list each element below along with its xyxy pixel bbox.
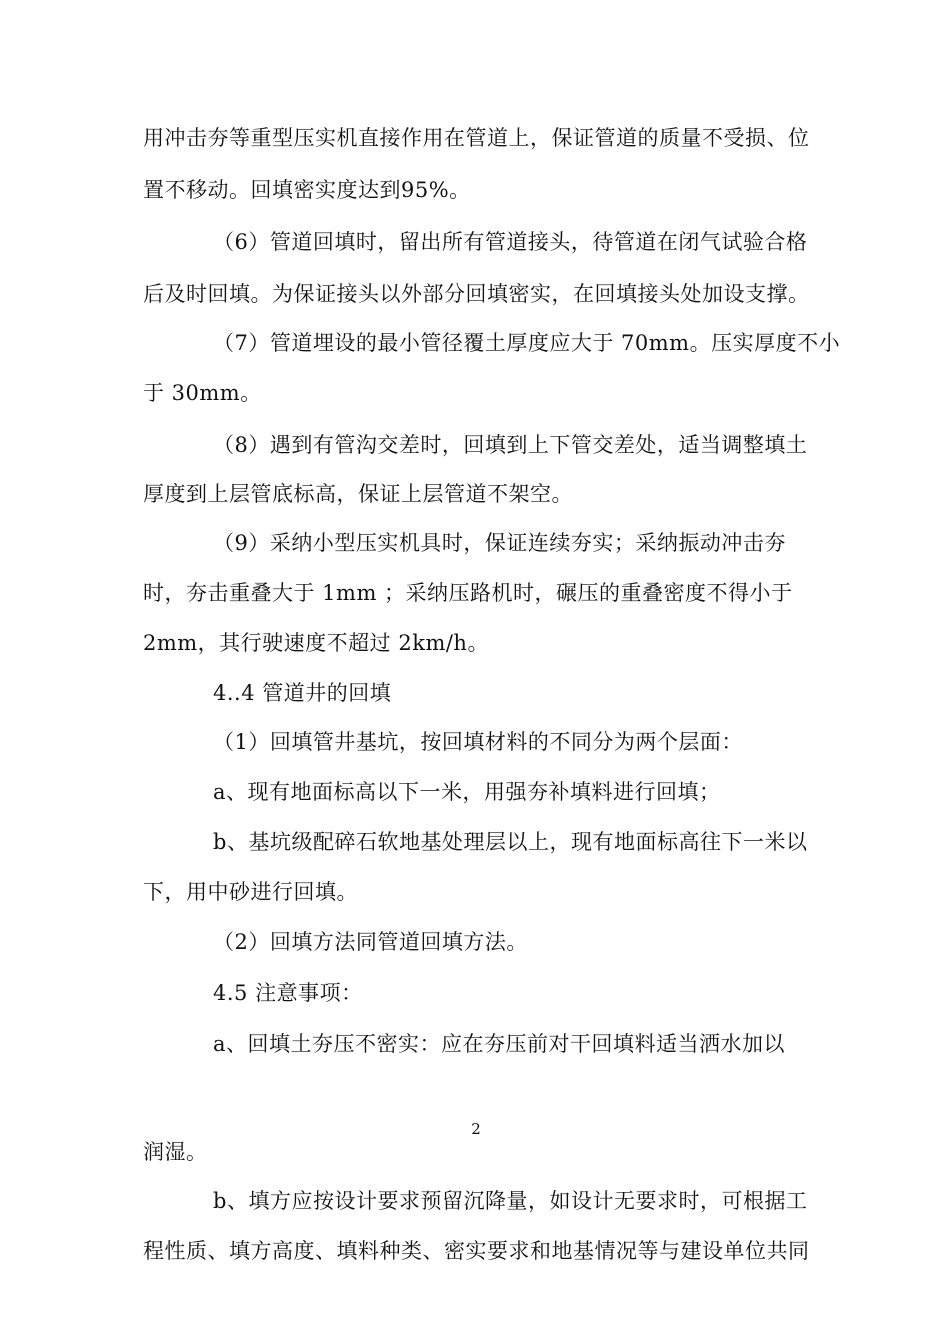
section-heading: 4.5 注意事项：	[213, 981, 363, 1005]
paragraph-line: b、填方应按设计要求预留沉降量，如设计无要求时，可根据工	[213, 1189, 808, 1213]
paragraph-line: 用冲击夯等重型压实机直接作用在管道上，保证管道的质量不受损、位	[143, 126, 810, 150]
page-number: 2	[471, 1120, 481, 1138]
paragraph-line: 时，夯击重叠大于 1mm ；采纳压路机时，碾压的重叠密度不得小于	[143, 581, 793, 605]
paragraph-line: （8）遇到有管沟交差时，回填到上下管交差处，适当调整填土	[213, 433, 808, 457]
paragraph-line: （2）回填方法同管道回填方法。	[213, 930, 528, 954]
paragraph-line: 润湿。	[143, 1140, 208, 1164]
paragraph-line: （1）回填管井基坑，按回填材料的不同分为两个层面：	[213, 730, 743, 754]
paragraph-line: 后及时回填。为保证接头以外部分回填密实，在回填接头处加设支撑。	[143, 282, 810, 306]
paragraph-line: （6）管道回填时，留出所有管道接头，待管道在闭气试验合格	[213, 230, 808, 254]
paragraph-line: 于 30mm。	[143, 381, 262, 405]
paragraph-line: 程性质、填方高度、填料种类、密实要求和地基情况等与建设单位共同	[143, 1239, 810, 1263]
section-heading: 4..4 管道井的回填	[213, 681, 392, 705]
paragraph-line: a、现有地面标高以下一米，用强夯补填料进行回填；	[213, 780, 721, 804]
paragraph-line: 下，用中砂进行回填。	[143, 880, 358, 904]
paragraph-line: 置不移动。回填密实度达到95%。	[143, 178, 471, 202]
paragraph-line: 2mm，其行驶速度不超过 2km/h。	[143, 631, 489, 655]
paragraph-line: 厚度到上层管底标高，保证上层管道不架空。	[143, 482, 573, 506]
paragraph-line: a、回填土夯压不密实：应在夯压前对干回填料适当洒水加以	[213, 1032, 786, 1056]
paragraph-line: （7）管道埋设的最小管径覆土厚度应大于 70mm。压实厚度不小	[213, 331, 841, 355]
paragraph-line: b、基坑级配碎石软地基处理层以上，现有地面标高往下一米以	[213, 830, 808, 854]
paragraph-line: （9）采纳小型压实机具时，保证连续夯实；采纳振动冲击夯	[213, 531, 786, 555]
